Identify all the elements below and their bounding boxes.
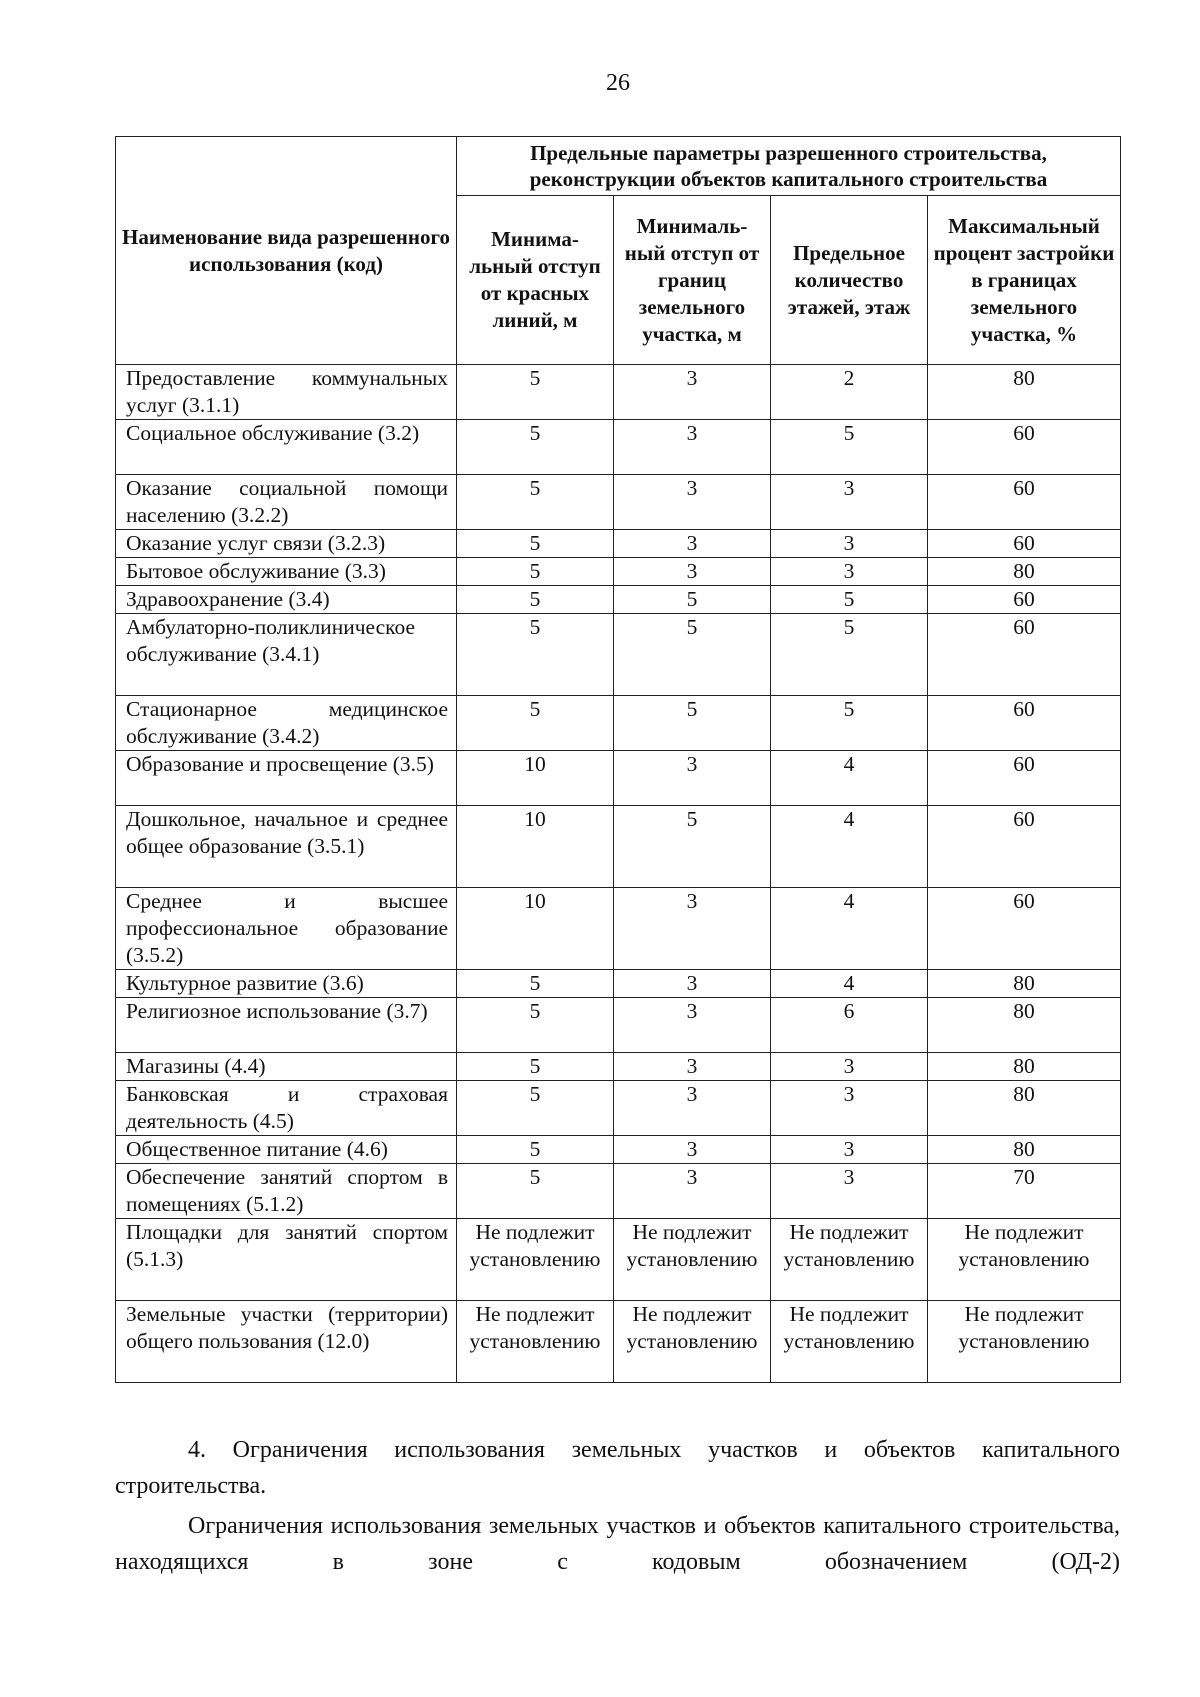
min-setback-red-lines-cell: 5 [457, 1136, 614, 1164]
max-floors-cell: 3 [771, 1164, 928, 1219]
max-floors-cell: Не подлежит установлению [771, 1219, 928, 1301]
header-parameters-group: Предельные параметры разрешенного строительства, реконструкции объектов капитального строительства [457, 137, 1121, 196]
table-row [116, 530, 1121, 558]
land-use-name-cell: Бытовое обслуживание (3.3) [116, 558, 457, 586]
min-setback-red-lines-cell: 5 [457, 1053, 614, 1081]
min-setback-red-lines-cell: 5 [457, 365, 614, 420]
max-floors-cell: Не подлежит установлению [771, 1301, 928, 1383]
header-min-setback-boundaries: Минималь-ный отступ от границ земельного участка, м [614, 196, 771, 365]
max-coverage-cell: 80 [928, 558, 1121, 586]
min-setback-boundaries-cell: 5 [614, 586, 771, 614]
table-row [116, 1081, 1121, 1136]
max-floors-cell: 3 [771, 558, 928, 586]
land-use-name-cell: Культурное развитие (3.6) [116, 970, 457, 998]
table-row [116, 998, 1121, 1053]
min-setback-boundaries-cell: 3 [614, 1081, 771, 1136]
land-use-name-cell: Стационарное медицинское обслуживание (3.4.2) [116, 696, 457, 751]
max-floors-cell: 4 [771, 888, 928, 970]
max-coverage-cell: 60 [928, 586, 1121, 614]
max-coverage-cell: 60 [928, 475, 1121, 530]
header-name-column: Наименование вида разрешенного использования (код) [116, 137, 457, 365]
min-setback-red-lines-cell: 10 [457, 888, 614, 970]
max-coverage-cell: 80 [928, 1053, 1121, 1081]
min-setback-boundaries-cell: 3 [614, 530, 771, 558]
max-coverage-cell: 60 [928, 751, 1121, 806]
table-row [116, 420, 1121, 475]
land-use-name-cell: Дошкольное, начальное и среднее общее образование (3.5.1) [116, 806, 457, 888]
min-setback-boundaries-cell: 3 [614, 475, 771, 530]
min-setback-boundaries-cell: 3 [614, 1053, 771, 1081]
land-use-name-cell: Здравоохранение (3.4) [116, 586, 457, 614]
min-setback-red-lines-cell: 5 [457, 530, 614, 558]
min-setback-red-lines-cell: 10 [457, 806, 614, 888]
table-row [116, 614, 1121, 696]
min-setback-boundaries-cell: 3 [614, 365, 771, 420]
min-setback-red-lines-cell: 5 [457, 696, 614, 751]
max-floors-cell: 5 [771, 614, 928, 696]
max-coverage-cell: 80 [928, 1081, 1121, 1136]
min-setback-boundaries-cell: 3 [614, 1164, 771, 1219]
page-number: 26 [606, 70, 630, 96]
min-setback-red-lines-cell: Не подлежит установлению [457, 1301, 614, 1383]
max-coverage-cell: 60 [928, 530, 1121, 558]
max-floors-cell: 6 [771, 998, 928, 1053]
min-setback-boundaries-cell: 3 [614, 558, 771, 586]
max-floors-cell: 5 [771, 586, 928, 614]
land-use-name-cell: Религиозное использование (3.7) [116, 998, 457, 1053]
max-floors-cell: 5 [771, 420, 928, 475]
max-coverage-cell: Не подлежит установлению [928, 1219, 1121, 1301]
min-setback-red-lines-cell: 5 [457, 558, 614, 586]
min-setback-boundaries-cell: 3 [614, 751, 771, 806]
land-use-name-cell: Банковская и страховая деятельность (4.5) [116, 1081, 457, 1136]
min-setback-red-lines-cell: 10 [457, 751, 614, 806]
land-use-name-cell: Обеспечение занятий спортом в помещениях (5.1.2) [116, 1164, 457, 1219]
table-row [116, 696, 1121, 751]
land-use-name-cell: Среднее и высшее профессиональное образование (3.5.2) [116, 888, 457, 970]
min-setback-red-lines-cell: 5 [457, 1081, 614, 1136]
table-row [116, 806, 1121, 888]
min-setback-red-lines-cell: 5 [457, 970, 614, 998]
table-row [116, 1053, 1121, 1081]
min-setback-boundaries-cell: 5 [614, 696, 771, 751]
parameters-table [115, 136, 1121, 1383]
land-use-name-cell: Социальное обслуживание (3.2) [116, 420, 457, 475]
land-use-name-cell: Земельные участки (территории) общего пользования (12.0) [116, 1301, 457, 1383]
header-min-setback-red-lines: Минима-льный отступ от красных линий, м [457, 196, 614, 365]
min-setback-red-lines-cell: 5 [457, 998, 614, 1053]
table-row [116, 1301, 1121, 1383]
max-coverage-cell: 60 [928, 614, 1121, 696]
min-setback-boundaries-cell: 3 [614, 1136, 771, 1164]
min-setback-red-lines-cell: 5 [457, 614, 614, 696]
table-body [116, 365, 1121, 1383]
table-row [116, 751, 1121, 806]
land-use-name-cell: Магазины (4.4) [116, 1053, 457, 1081]
max-coverage-cell: 60 [928, 806, 1121, 888]
min-setback-boundaries-cell: 5 [614, 614, 771, 696]
land-use-name-cell: Предоставление коммунальных услуг (3.1.1) [116, 365, 457, 420]
max-coverage-cell: 80 [928, 1136, 1121, 1164]
table-row [116, 970, 1121, 998]
max-coverage-cell: 80 [928, 365, 1121, 420]
land-use-name-cell: Амбулаторно-поликлиническое обслуживание (3.4.1) [116, 614, 457, 696]
max-coverage-cell: Не подлежит установлению [928, 1301, 1121, 1383]
land-use-name-cell: Оказание социальной помощи населению (3.2.2) [116, 475, 457, 530]
min-setback-red-lines-cell: 5 [457, 586, 614, 614]
max-coverage-cell: 80 [928, 998, 1121, 1053]
max-floors-cell: 3 [771, 1136, 928, 1164]
header-max-floors: Предельное количество этажей, этаж [771, 196, 928, 365]
min-setback-boundaries-cell: 3 [614, 998, 771, 1053]
header-max-coverage: Максимальный процент застройки в границах земельного участка, % [928, 196, 1121, 365]
max-coverage-cell: 60 [928, 696, 1121, 751]
min-setback-red-lines-cell: 5 [457, 1164, 614, 1219]
min-setback-red-lines-cell: Не подлежит установлению [457, 1219, 614, 1301]
body-paragraph: Ограничения использования земельных участков и объектов капитального строительства, находящихся в зоне с кодовым обозначением (ОД-2) [115, 1513, 1120, 1575]
min-setback-boundaries-cell: Не подлежит установлению [614, 1219, 771, 1301]
min-setback-red-lines-cell: 5 [457, 420, 614, 475]
table-row [116, 1164, 1121, 1219]
max-floors-cell: 3 [771, 1053, 928, 1081]
min-setback-boundaries-cell: Не подлежит установлению [614, 1301, 771, 1383]
land-use-name-cell: Оказание услуг связи (3.2.3) [116, 530, 457, 558]
max-floors-cell: 5 [771, 696, 928, 751]
table-row [116, 475, 1121, 530]
min-setback-red-lines-cell: 5 [457, 475, 614, 530]
max-coverage-cell: 80 [928, 970, 1121, 998]
max-floors-cell: 3 [771, 530, 928, 558]
table-row [116, 1136, 1121, 1164]
max-coverage-cell: 70 [928, 1164, 1121, 1219]
table-row [116, 558, 1121, 586]
max-coverage-cell: 60 [928, 420, 1121, 475]
max-floors-cell: 3 [771, 475, 928, 530]
max-coverage-cell: 60 [928, 888, 1121, 970]
max-floors-cell: 4 [771, 751, 928, 806]
section-heading: 4. Ограничения использования земельных участков и объектов капитального строительства. [115, 1437, 1120, 1499]
max-floors-cell: 4 [771, 806, 928, 888]
land-use-name-cell: Образование и просвещение (3.5) [116, 751, 457, 806]
table-row [116, 888, 1121, 970]
min-setback-boundaries-cell: 3 [614, 888, 771, 970]
land-use-name-cell: Общественное питание (4.6) [116, 1136, 457, 1164]
min-setback-boundaries-cell: 3 [614, 420, 771, 475]
max-floors-cell: 2 [771, 365, 928, 420]
min-setback-boundaries-cell: 3 [614, 970, 771, 998]
max-floors-cell: 3 [771, 1081, 928, 1136]
min-setback-boundaries-cell: 5 [614, 806, 771, 888]
table-row [116, 1219, 1121, 1301]
max-floors-cell: 4 [771, 970, 928, 998]
table-row [116, 586, 1121, 614]
table-row [116, 365, 1121, 420]
land-use-name-cell: Площадки для занятий спортом (5.1.3) [116, 1219, 457, 1301]
